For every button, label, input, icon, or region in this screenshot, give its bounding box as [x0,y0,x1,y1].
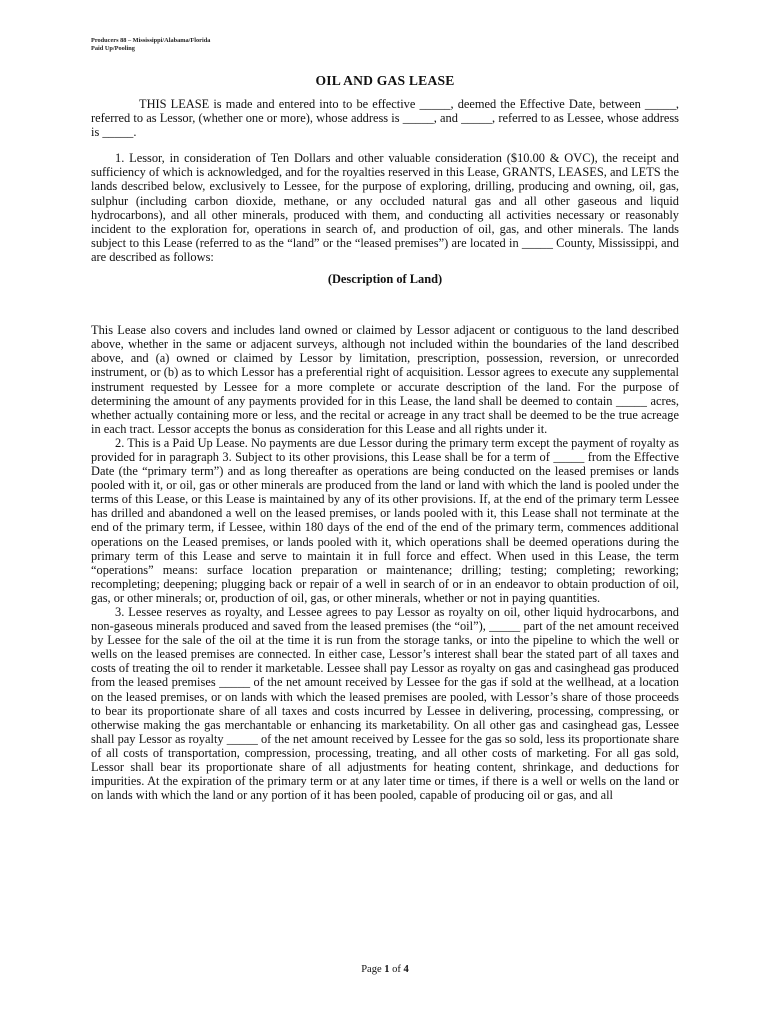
document-header [91,37,210,52]
page-of-label: of [389,964,404,975]
description-heading: (Description of Land) [327,272,443,287]
document-body [91,97,679,802]
intro-paragraph: THIS LEASE is made and entered into to be effective _____, deemed the Effective Date, between _____, referred to as Lessor, (whether one or more), whose address is _____, and _____, referred to as Lessee, whose address is _____. [91,97,679,140]
total-page-count: 4 [403,964,409,975]
paragraph-2-term: 2. This is a Paid Up Lease. No payments are due Lessor during the primary term except the payment of royalty as provided for in paragraph 3. Subject to its other provisions, this Lease shall be for a term of _____ from the Effective Date (the “primary term”) and as long thereafter as operations are being conducted on the leased premises or lands pooled with it, or oil, gas or other minerals are produced from the land or land with which the land is pooled under the terms of this Lease, or this Lease is maintained by any of its other provisions. If, at the end of the primary term Lessee has drilled and abandoned a well on the leased premises, or lands pooled with it, this Lease shall not terminate at the end of the primary term, if Lessee, within 180 days of the end of the end of the primary term, commences additional operations on the Leased premises, or lands pooled with it, which operations shall be deemed operations during the primary term of this Lease and serve to maintain it in full force and effect. When used in this Lease, the term “operations” means: surface location preparation or maintenance; drilling; testing; completing; reworking; recompleting; deepening; plugging back or repair of a well in search of or in an endeavor to obtain production of oil, gas, or other minerals; or, production of oil, gas, or other minerals, whether or not in paying quantities. [91,435,679,605]
document-title: OIL AND GAS LEASE [315,73,455,88]
page-label: Page [361,964,385,975]
header-form-id: Producers 88 – Mississippi/Alabama/Florida [91,37,211,44]
paragraph-1-grant: 1. Lessor, in consideration of Ten Dollars and other valuable consideration ($10.00 & OVC), the receipt and sufficiency of which is acknowledged, and for the royalties reserved in this Lease, GRANTS, LEASES, and LETS the lands described below, exclusively to Lessee, for the purpose of exploring, drilling, producing and owning, oil, gas, sulphur (including carbon dioxide, methane, or any occluded natural gas and all other gaseous and liquid hydrocarbons), and all other minerals, produced with them, and conducting all activities necessary or reasonably incident to the exploration for, operations in search of, and production of oil, gas, and other minerals. The lands subject to this Lease (referred to as the “land” or the “leased premises”) are located in _____ County, Mississippi, and are described as follows: [91,151,679,264]
paragraph-additional-lands: This Lease also covers and includes land owned or claimed by Lessor adjacent or contiguous to the land described above, whether in the same or adjacent surveys, although not included within the boundaries of the land described above, and (a) owned or claimed by Lessor by limitation, prescription, possession, reversion, or unrecorded instrument, or (b) as to which Lessor has a preferential right of acquisition. Lessor agrees to execute any supplemental instrument requested by Lessee for a more complete or accurate description of the land. For the purpose of determining the amount of any payments provided for in this Lease, the land shall be deemed to contain _____ acres, whether actually containing more or less, and the recital or acreage in any tract shall be deemed to be the true acreage in each tract. Lessor accepts the bonus as consideration for this Lease and all rights under it. [91,323,679,436]
paragraph-3-royalty: 3. Lessee reserves as royalty, and Lessee agrees to pay Lessor as royalty on oil, other liquid hydrocarbons, and non-gaseous minerals produced and saved from the leased premises (the “oil”), _____ part of the net amount received by Lessee for the sale of the oil at the time it is run from the storage tanks, or into the pipeline to which the well or wells on the leased premises are connected. In either case, Lessor’s interest shall bear the stated part of all taxes and costs of treating the oil to render it marketable. Lessee shall pay Lessor as royalty on gas and casinghead gas produced from the leased premises _____ of the net amount received by Lessee for the gas if sold at the wellhead, at a location on the leased premises, or on lands with which the leased premises are pooled, with Lessor’s share of those proceeds to bear its proportionate share of all taxes and costs incurred by Lessee in delivering, processing, compressing, or otherwise making the gas merchantable or enhancing its marketability. On all other gas and casinghead gas, Lessee shall pay Lessor as royalty _____ of the net amount received by Lessee for the gas so sold, less its proportionate share of all costs of transportation, compression, processing, treating, and all other costs of marketing. For all gas sold, Lessor shall bear its proportionate share of all adjustments for heating content, shrinkage, and deductions for impurities. At the expiration of the primary term or at any later time or times, if there is a well or wells on the land or on lands with which the land or any portion of it has been pooled, capable of producing oil or gas, and all [91,605,679,803]
page-footer [0,964,770,975]
current-page-number: 1 [384,964,390,975]
header-lease-type: Paid Up/Pooling [91,44,135,52]
